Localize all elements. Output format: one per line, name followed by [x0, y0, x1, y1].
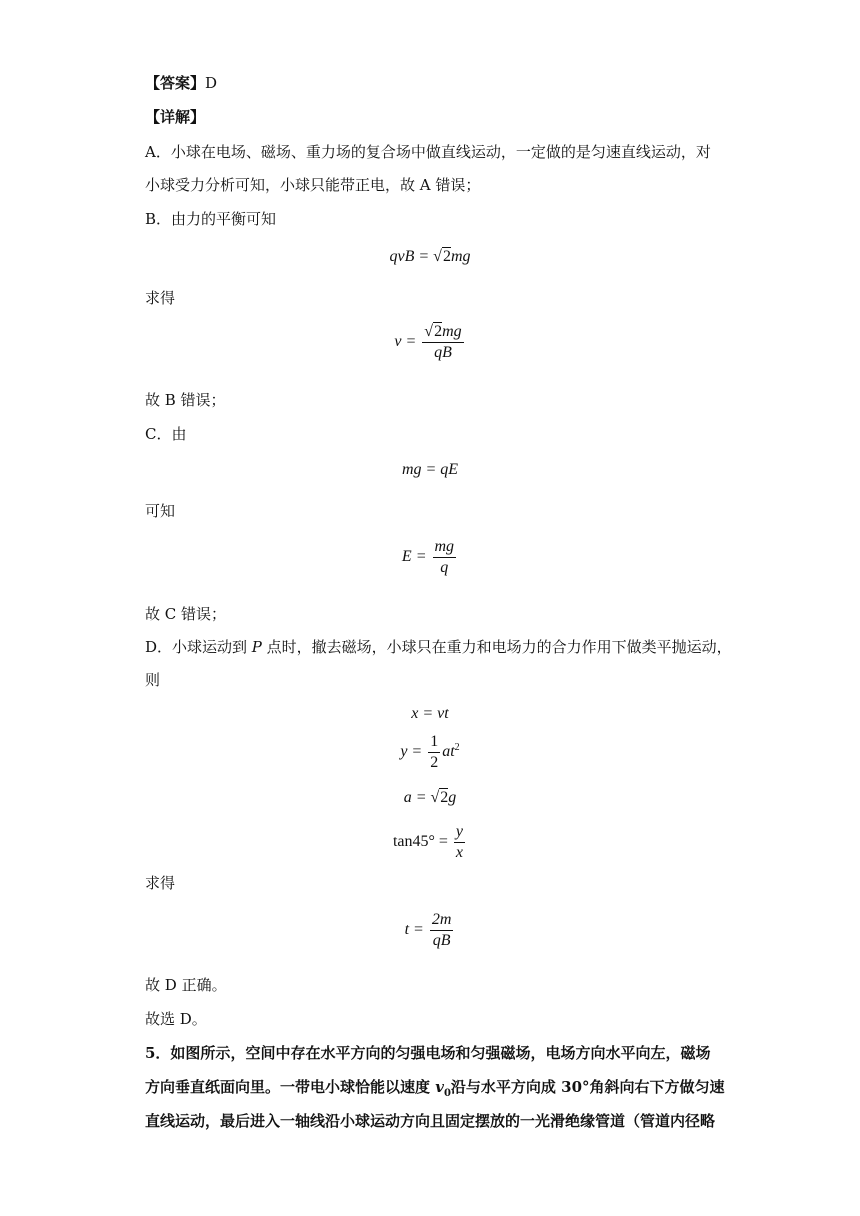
equation-mg-qe: mg = qE: [401, 461, 459, 478]
equation-velocity: [0, 322, 860, 363]
fraction-numerator: 1: [428, 732, 440, 753]
question-5-line1: 5．如图所示，空间中存在水平方向的匀强电场和匀强磁场，电场方向水平向左，磁场: [145, 1044, 711, 1062]
question-5-line2: [145, 1077, 725, 1104]
eq-rhs: mg: [450, 248, 471, 265]
option-b-conclusion: 故 B 错误；: [145, 391, 226, 409]
equation-time: [0, 910, 860, 951]
text-segment: 点时，撤去磁场，小球只在重力和电场力的合力作用下做类平抛运动，: [261, 638, 732, 656]
fraction-numerator: 2m: [430, 910, 454, 931]
sqrt-radicand: 2: [434, 323, 443, 340]
eq-rhs: g: [448, 789, 457, 806]
eq-lhs: E =: [401, 548, 431, 566]
option-d-conclusion: 故 D 正确。: [145, 976, 227, 994]
answer-line: [145, 73, 217, 93]
text-segment: D．小球运动到: [145, 638, 252, 656]
sqrt-symbol: √2: [430, 789, 449, 806]
fraction: [454, 822, 465, 863]
final-choice: 故选 D。: [145, 1010, 207, 1028]
numerator-rest: mg: [442, 323, 462, 340]
fraction-denominator: 2: [430, 754, 439, 771]
sqrt-radicand: 2: [442, 248, 451, 265]
fraction: [430, 910, 454, 951]
point-p: P: [251, 638, 262, 656]
detail-label: 【详解】: [145, 108, 206, 126]
kezhi: 可知: [145, 502, 176, 520]
option-d-line1: [145, 637, 732, 657]
equation-x-vt: x = vt: [411, 705, 449, 722]
option-d-line2: 则: [145, 671, 161, 689]
eq-lhs: a =: [403, 789, 431, 806]
eq-lhs: qvB =: [389, 248, 434, 265]
answer-value: D: [205, 74, 218, 92]
sqrt-radicand: 2: [440, 789, 449, 806]
equation-y: [0, 732, 860, 773]
fraction-denominator: x: [455, 844, 464, 861]
velocity-subscript: 0: [443, 1088, 451, 1099]
option-a-line1: A．小球在电场、磁场、重力场的复合场中做直线运动，一定做的是匀速直线运动，对: [145, 143, 711, 161]
fraction: [422, 322, 463, 363]
answer-label: 【答案】: [145, 74, 206, 92]
exponent: 2: [454, 741, 460, 753]
equation-e-field: [0, 537, 860, 578]
sqrt-symbol: √2: [433, 248, 451, 265]
fraction-denominator: q: [440, 559, 449, 576]
fraction-denominator: qB: [434, 344, 452, 361]
equation-acceleration: [0, 788, 860, 808]
equation-force-balance: [0, 247, 860, 267]
fraction-numerator: √2mg: [422, 322, 463, 343]
option-b-line: B．由力的平衡可知: [145, 210, 277, 228]
text-segment: 沿与水平方向成 30°角斜向右下方做匀速: [450, 1078, 725, 1096]
eq-lhs: t =: [404, 921, 428, 939]
option-a-line2: 小球受力分析可知，小球只能带正电，故 A 错误；: [145, 176, 481, 194]
eq-rest: at: [442, 743, 455, 761]
eq-lhs: v =: [394, 333, 421, 351]
fraction: [433, 537, 457, 578]
eq-lhs: y =: [400, 743, 427, 761]
fraction: [428, 732, 440, 773]
fraction-numerator: mg: [433, 537, 457, 558]
eq-lhs: tan45° =: [392, 833, 452, 851]
fraction-denominator: qB: [432, 932, 451, 949]
equation-tan45: [0, 822, 860, 863]
qiude-2: 求得: [145, 874, 176, 892]
option-c-line: C．由: [145, 425, 187, 443]
option-c-conclusion: 故 C 错误；: [145, 605, 227, 623]
qiude-1: 求得: [145, 289, 176, 307]
velocity-symbol: v: [435, 1078, 444, 1096]
question-5-line3: 直线运动，最后进入一轴线沿小球运动方向且固定摆放的一光滑绝缘管道（管道内径略: [145, 1112, 716, 1130]
fraction-numerator: y: [454, 822, 465, 843]
text-segment: 方向垂直纸面向里。一带电小球恰能以速度: [145, 1078, 436, 1096]
